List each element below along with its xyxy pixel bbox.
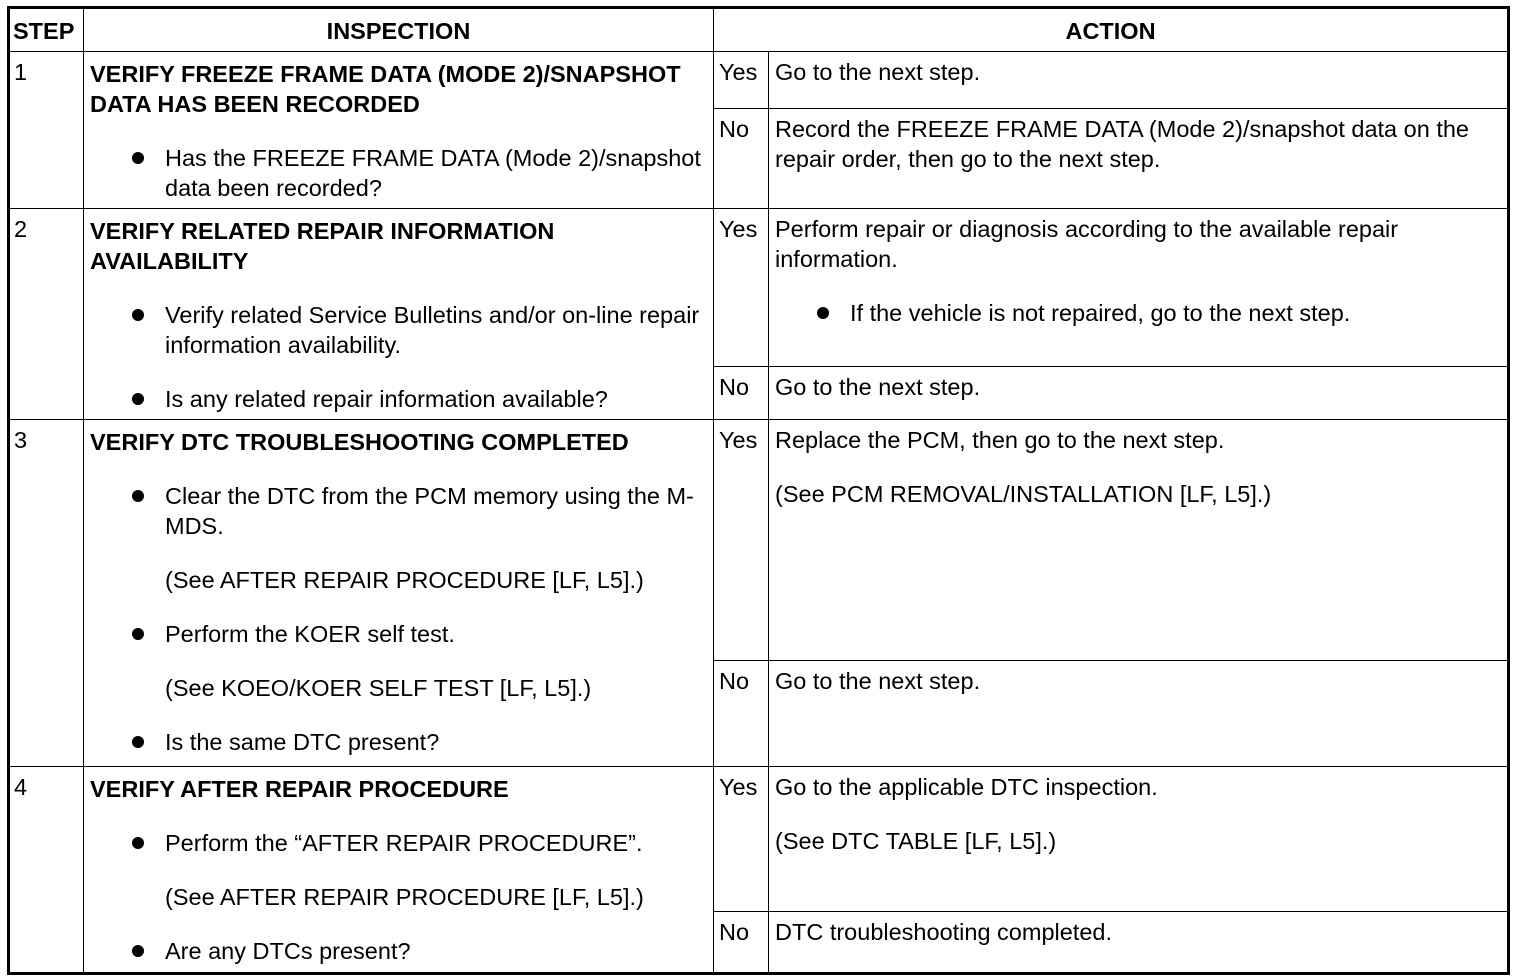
step-number: 4 (9, 767, 84, 974)
bullet-dot-icon (132, 490, 144, 502)
header-row (9, 8, 1509, 52)
bullet-dot-icon (132, 628, 144, 640)
yes-label: Yes (714, 767, 769, 912)
inspection-note: (See AFTER REPAIR PROCEDURE [LF, L5].) (165, 567, 644, 593)
action-text: Replace the PCM, then go to the next step. (775, 427, 1225, 453)
inspection-note: (See KOEO/KOER SELF TEST [LF, L5].) (165, 675, 592, 701)
inspection-bullet (90, 143, 707, 203)
bullet-dot-icon (132, 945, 144, 957)
inspection-note: (See AFTER REPAIR PROCEDURE [LF, L5].) (165, 884, 644, 910)
diagnostic-procedure-table (7, 6, 1510, 975)
inspection-bullet (90, 828, 707, 858)
bullet-dot-icon (132, 736, 144, 748)
yes-action (769, 52, 1509, 109)
action-text: Perform repair or diagnosis according to the available repair information. (775, 216, 1399, 272)
inspection-cell (84, 420, 714, 767)
inspection-title: VERIFY AFTER REPAIR PROCEDURE (90, 776, 509, 802)
action-text: Go to the next step. (775, 374, 981, 400)
step-number: 1 (9, 52, 84, 209)
step-3-yes-row (9, 420, 1509, 661)
bullet-dot-icon (132, 309, 144, 321)
inspection-bullet (90, 384, 707, 414)
inspection-bullet-text: Is any related repair information available? (165, 386, 608, 412)
inspection-bullet-text: Perform the “AFTER REPAIR PROCEDURE”. (165, 830, 643, 856)
no-label: No (714, 367, 769, 420)
inspection-bullet-text: Are any DTCs present? (165, 938, 411, 964)
inspection-cell (84, 767, 714, 974)
yes-action (769, 209, 1509, 367)
step-4-yes-row (9, 767, 1509, 912)
no-action (769, 912, 1509, 974)
no-label: No (714, 661, 769, 767)
inspection-title: VERIFY FREEZE FRAME DATA (MODE 2)/SNAPSHOT DATA HAS BEEN RECORDED (90, 61, 681, 117)
yes-label: Yes (714, 420, 769, 661)
inspection-bullet (90, 619, 707, 649)
action-bullet (775, 298, 1501, 328)
no-label: No (714, 109, 769, 209)
step-header: STEP (9, 8, 84, 52)
inspection-title: VERIFY DTC TROUBLESHOOTING COMPLETED (90, 429, 629, 455)
no-action (769, 109, 1509, 209)
bullet-dot-icon (132, 837, 144, 849)
inspection-bullet-text: Verify related Service Bulletins and/or on-line repair information availability. (165, 302, 700, 358)
action-text: Record the FREEZE FRAME DATA (Mode 2)/snapshot data on the repair order, then go to the next step. (775, 116, 1469, 172)
action-text: Go to the next step. (775, 668, 981, 694)
action-text: DTC troubleshooting completed. (775, 919, 1113, 945)
action-header: ACTION (714, 8, 1509, 52)
action-bullet-text: If the vehicle is not repaired, go to the next step. (850, 300, 1351, 326)
yes-label: Yes (714, 209, 769, 367)
bullet-dot-icon (132, 152, 144, 164)
no-action (769, 661, 1509, 767)
diagnostic-table-container (7, 6, 1510, 975)
step-1-yes-row (9, 52, 1509, 109)
step-number: 3 (9, 420, 84, 767)
step-number: 2 (9, 209, 84, 420)
inspection-title: VERIFY RELATED REPAIR INFORMATION AVAILABILITY (90, 218, 555, 274)
step-2-yes-row (9, 209, 1509, 367)
inspection-bullet-text: Is the same DTC present? (165, 729, 440, 755)
no-label: No (714, 912, 769, 974)
inspection-bullet-text: Clear the DTC from the PCM memory using the M-MDS. (165, 483, 694, 539)
inspection-bullet (90, 936, 707, 966)
inspection-cell (84, 52, 714, 209)
yes-action (769, 767, 1509, 912)
inspection-header: INSPECTION (84, 8, 714, 52)
inspection-bullet (90, 300, 707, 360)
yes-label: Yes (714, 52, 769, 109)
action-reference: (See DTC TABLE [LF, L5].) (775, 828, 1057, 854)
yes-action (769, 420, 1509, 661)
inspection-bullet-text: Has the FREEZE FRAME DATA (Mode 2)/snapshot data been recorded? (165, 145, 701, 201)
bullet-dot-icon (132, 393, 144, 405)
inspection-bullet (90, 481, 707, 541)
inspection-bullet (90, 727, 707, 757)
bullet-dot-icon (817, 307, 829, 319)
action-text: Go to the next step. (775, 59, 981, 85)
inspection-bullet-text: Perform the KOER self test. (165, 621, 455, 647)
no-action (769, 367, 1509, 420)
action-reference: (See PCM REMOVAL/INSTALLATION [LF, L5].) (775, 481, 1272, 507)
action-text: Go to the applicable DTC inspection. (775, 774, 1158, 800)
inspection-cell (84, 209, 714, 420)
